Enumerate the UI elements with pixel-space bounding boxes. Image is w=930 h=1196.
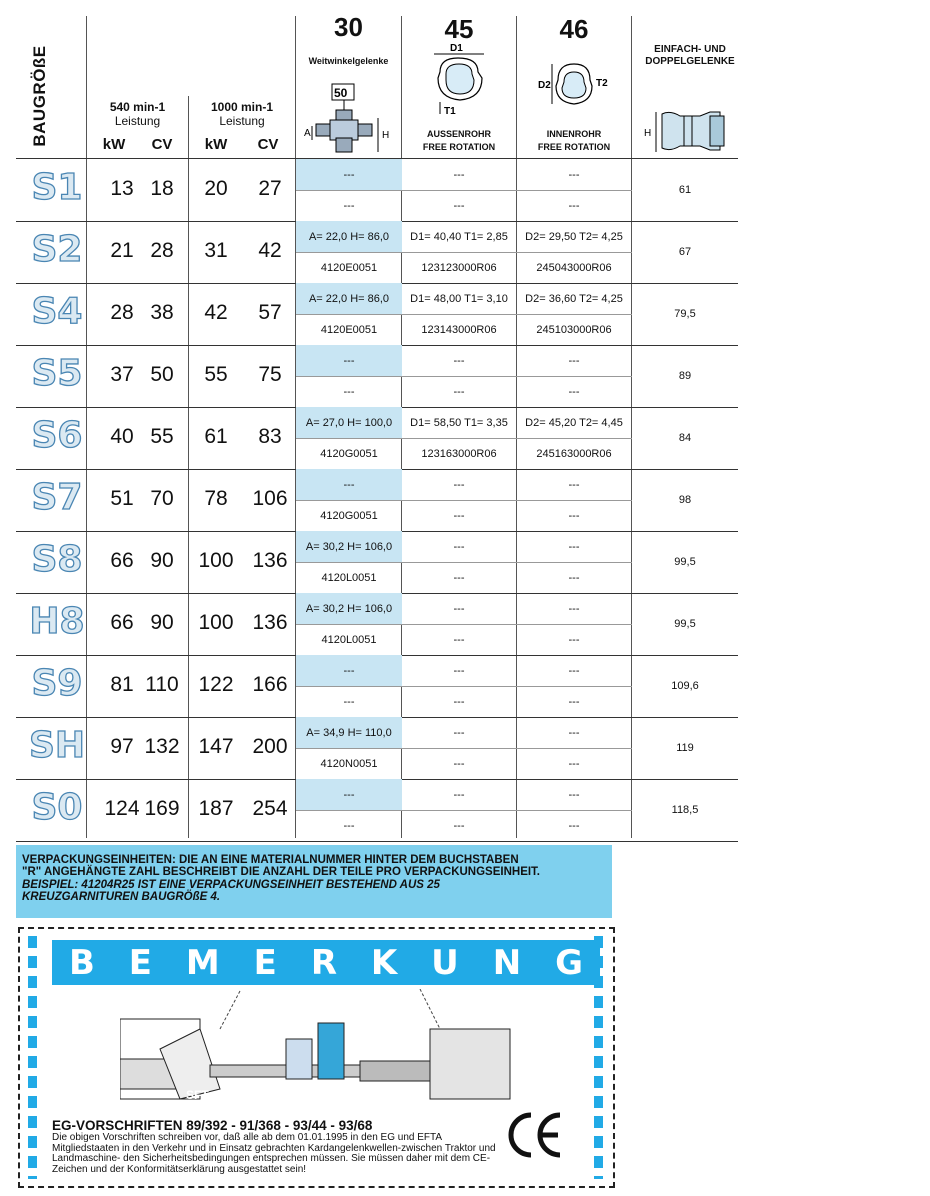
single-joint-value: 61 (678, 184, 692, 196)
kw1000-value: 78 (204, 487, 228, 510)
single-joint-value: 99,5 (674, 556, 696, 568)
outer-tube-profile-icon (420, 42, 500, 120)
joint-yoke-icon (640, 106, 738, 158)
leistung-label: Leistung (114, 114, 161, 128)
row-mid-rule (296, 314, 632, 315)
col30-partno: --- (343, 199, 355, 212)
col30-partno: 4120E0051 (320, 261, 378, 274)
cv1000-value: 42 (258, 239, 282, 262)
single-joint-value: 84 (678, 432, 692, 444)
row-mid-rule (296, 810, 632, 811)
col45-partno: --- (453, 633, 465, 646)
stripe-left (28, 936, 37, 1179)
col30-spec: A= 34,9 H= 110,0 (296, 717, 402, 748)
cv-header: CV (151, 136, 173, 153)
kw1000-value: 100 (198, 549, 234, 572)
bemerkung-letter: E (128, 942, 153, 983)
col46-label1: INNENROHR (546, 129, 602, 139)
baugroesse-header: BAUGRÖßE (30, 45, 49, 147)
kw1000-value: 55 (204, 363, 228, 386)
note-line: VERPACKUNGSEINHEITEN: DIE AN EINE MATERIALNUMMER HINTER DEM BUCHSTABEN (22, 854, 519, 866)
col46-spec: --- (568, 354, 580, 367)
kw1000-value: 100 (198, 611, 234, 634)
col30-partno: 4120E0051 (320, 323, 378, 336)
col46-partno: --- (568, 695, 580, 708)
col46-partno: --- (568, 509, 580, 522)
col45-partno: --- (453, 695, 465, 708)
size-label: S9 (31, 663, 83, 704)
single-joint-value: 67 (678, 246, 692, 258)
col30-partno: 4120L0051 (321, 633, 377, 646)
cv540-value: 18 (150, 177, 174, 200)
col30-partno: --- (343, 695, 355, 708)
size-label: SH (28, 725, 86, 766)
inner-tube-profile-icon (536, 58, 616, 114)
kw540-value: 81 (110, 673, 134, 696)
single-joint-value: 89 (678, 370, 692, 382)
col30-spec: --- (296, 655, 402, 686)
col45-spec: --- (453, 602, 465, 615)
col30-spec: A= 22,0 H= 86,0 (296, 283, 402, 314)
cv540-value: 110 (145, 673, 179, 696)
col46-partno: --- (568, 385, 580, 398)
col45-partno: --- (453, 385, 465, 398)
col30-number: 30 (334, 12, 363, 42)
col46-partno: --- (568, 633, 580, 646)
kw540-value: 21 (110, 239, 134, 262)
col45-partno: 123143000R06 (421, 323, 497, 336)
driveshaft-illustration (120, 989, 520, 1109)
col46-spec: D2= 29,50 T2= 4,25 (525, 230, 623, 243)
col30-partno: --- (343, 385, 355, 398)
kw1000-value: 61 (204, 425, 228, 448)
col46-spec: --- (568, 540, 580, 553)
kw540-value: 124 (104, 797, 140, 820)
col30-spec: --- (296, 159, 402, 190)
col45-spec: D1= 40,40 T1= 2,85 (410, 230, 508, 243)
cv540-value: 55 (150, 425, 174, 448)
kw540-value: 97 (110, 735, 134, 758)
col30-spec: A= 22,0 H= 86,0 (296, 221, 402, 252)
col46-spec: --- (568, 602, 580, 615)
size-label: H8 (29, 601, 85, 642)
kw1000-value: 42 (204, 301, 228, 324)
col45-number: 45 (444, 14, 474, 44)
cv1000-value: 200 (252, 735, 288, 758)
col30-h: H (382, 130, 390, 141)
size-label: S4 (31, 291, 83, 332)
col46-d: D2 (538, 80, 551, 91)
eg-text: Die obigen Vorschriften schreiben vor, daß alle ab dem 01.01.1995 in den EG und EFTA Mitgliedstaaten in den Verkehr und in Einsatz gebrachten Kardangelenkwellen-zwischen Traktor und Landmaschine- den Sicherheitsbedingungen entsprechen müssen. Sie müssen daher mit dem CE-Zeichen und der Konformitätserklärung ausgestattet sein! (52, 1132, 496, 1175)
cv540-value: 132 (144, 735, 180, 758)
bemerkung-letter: R (310, 942, 337, 983)
col30-spec: A= 30,2 H= 106,0 (296, 593, 402, 624)
sft-logo: SFT (186, 1088, 209, 1102)
col45-partno: 123123000R06 (421, 261, 497, 274)
size-label: S0 (31, 787, 83, 828)
row-rule (16, 841, 738, 842)
row-mid-rule (296, 562, 632, 563)
col45-spec: --- (453, 168, 465, 181)
col46-partno: 245163000R06 (536, 447, 612, 460)
col45-spec: --- (453, 726, 465, 739)
packaging-note (16, 845, 612, 918)
size-label: S5 (31, 353, 83, 394)
col45-spec: --- (453, 540, 465, 553)
col45-label2: FREE ROTATION (422, 142, 496, 152)
col46-spec: --- (568, 478, 580, 491)
kw1000-value: 122 (198, 673, 234, 696)
col46-t: T2 (596, 78, 608, 89)
col30-spec: A= 27,0 H= 100,0 (296, 407, 402, 438)
row-mid-rule (296, 252, 632, 253)
bemerkung-letter: N (492, 942, 522, 983)
kw1000-value: 147 (198, 735, 234, 758)
col45-partno: --- (453, 509, 465, 522)
cv1000-value: 57 (258, 301, 282, 324)
col45-partno: --- (453, 199, 465, 212)
col45-d: D1 (450, 43, 463, 54)
single-joint-value: 119 (676, 742, 694, 754)
col45-partno: --- (453, 571, 465, 584)
col30-badge: 50 (334, 86, 348, 100)
row-mid-rule (296, 190, 632, 191)
col46-spec: --- (568, 168, 580, 181)
note-line: "R" ANGEHÄNGTE ZAHL BESCHREIBT DIE ANZAHL DER TEILE PRO VERPACKUNGSEINHEIT. (22, 866, 541, 878)
col46-partno: 245043000R06 (536, 261, 612, 274)
kw1000-value: 20 (204, 177, 228, 200)
col46-partno: 245103000R06 (536, 323, 612, 336)
cv1000-value: 27 (258, 177, 282, 200)
kw540-value: 28 (110, 301, 134, 324)
cv1000-value: 106 (252, 487, 288, 510)
cv540-value: 70 (150, 487, 174, 510)
col46-partno: --- (568, 819, 580, 832)
kw540-value: 51 (110, 487, 134, 510)
size-label: S2 (31, 229, 83, 270)
cv540-value: 90 (150, 549, 174, 572)
size-label: S8 (31, 539, 83, 580)
col30-partno: 4120N0051 (320, 757, 378, 770)
col30-label: Weitwinkelgelenke (308, 56, 389, 66)
power540-label: 540 min-1 (109, 100, 166, 114)
single-joint-value: 99,5 (674, 618, 696, 630)
cv1000-value: 136 (252, 611, 288, 634)
cv1000-value: 75 (258, 363, 282, 386)
cv1000-value: 254 (252, 797, 288, 820)
col46-spec: --- (568, 788, 580, 801)
cv1000-value: 136 (252, 549, 288, 572)
cv540-value: 169 (144, 797, 180, 820)
note-line: KREUZGARNITUREN BAUGRÖßE 4. (22, 891, 221, 903)
kw540-value: 40 (110, 425, 134, 448)
col45-t: T1 (444, 106, 456, 117)
col45-label1: AUSSENROHR (426, 129, 491, 139)
kw540-value: 66 (110, 549, 134, 572)
col46-label2: FREE ROTATION (537, 142, 611, 152)
size-label: S7 (31, 477, 83, 518)
cv1000-value: 83 (258, 425, 282, 448)
colE-label2: DOPPELGELENKE (645, 56, 735, 67)
kw540-value: 13 (110, 177, 134, 200)
cv540-value: 50 (150, 363, 174, 386)
col30-spec: --- (296, 469, 402, 500)
cv540-value: 90 (150, 611, 174, 634)
col45-spec: D1= 48,00 T1= 3,10 (410, 292, 508, 305)
eg-title: EG-VORSCHRIFTEN 89/392 - 91/368 - 93/44 - 93/68 (52, 1118, 373, 1133)
kw540-value: 66 (110, 611, 134, 634)
col30-partno: 4120G0051 (320, 509, 378, 522)
leistung-label: Leistung (219, 114, 265, 128)
cv540-value: 38 (150, 301, 174, 324)
wide-angle-joint-icon (300, 82, 398, 156)
col45-spec: --- (453, 664, 465, 677)
col30-partno: --- (343, 819, 355, 832)
bemerkung-title (52, 940, 600, 985)
col30-spec: A= 30,2 H= 106,0 (296, 531, 402, 562)
col46-spec: D2= 36,60 T2= 4,25 (525, 292, 623, 305)
kw540-value: 37 (110, 363, 134, 386)
colE-label1: EINFACH- UND (654, 44, 726, 55)
bemerkung-letter: B (68, 942, 95, 983)
col45-spec: D1= 58,50 T1= 3,35 (410, 416, 508, 429)
single-joint-value: 79,5 (674, 308, 696, 320)
col30-spec: --- (296, 345, 402, 376)
col45-spec: --- (453, 788, 465, 801)
kw1000-value: 187 (198, 797, 234, 820)
cv540-value: 28 (150, 239, 174, 262)
bemerkung-letter: M (185, 942, 220, 983)
kw-header: kW (102, 136, 126, 153)
row-mid-rule (296, 624, 632, 625)
power1000-label: 1000 min-1 (210, 100, 274, 114)
col46-spec: --- (568, 726, 580, 739)
col45-partno: --- (453, 819, 465, 832)
kw-header: kW (204, 136, 228, 153)
single-joint-value: 98 (678, 494, 692, 506)
note-line: BEISPIEL: 41204R25 IST EINE VERPACKUNGSEINHEIT BESTEHEND AUS 25 (22, 879, 440, 891)
col45-spec: --- (453, 354, 465, 367)
row-mid-rule (296, 748, 632, 749)
ce-mark (504, 1105, 564, 1165)
row-mid-rule (296, 500, 632, 501)
col46-partno: --- (568, 199, 580, 212)
col30-spec: --- (296, 779, 402, 810)
col30-a: A (304, 128, 311, 139)
row-mid-rule (296, 376, 632, 377)
col46-partno: --- (568, 571, 580, 584)
kw1000-value: 31 (204, 239, 228, 262)
row-mid-rule (296, 438, 632, 439)
bemerkung-letter: U (431, 942, 459, 983)
col46-number: 46 (559, 14, 589, 44)
single-joint-value: 118,5 (671, 804, 699, 816)
bemerkung-letter: K (370, 942, 398, 983)
col45-partno: --- (453, 757, 465, 770)
size-label: S1 (31, 167, 83, 208)
cv1000-value: 166 (252, 673, 288, 696)
col30-partno: 4120L0051 (321, 571, 377, 584)
colE-h: H (644, 128, 652, 139)
bemerkung-letter: G (555, 942, 583, 983)
bemerkung-letter: E (253, 942, 277, 983)
size-label: S6 (31, 415, 83, 456)
single-joint-value: 109,6 (671, 680, 699, 692)
cv-header: CV (257, 136, 279, 153)
col30-partno: 4120G0051 (320, 447, 378, 460)
col46-spec: --- (568, 664, 580, 677)
col46-partno: --- (568, 757, 580, 770)
row-mid-rule (296, 686, 632, 687)
col45-spec: --- (453, 478, 465, 491)
col45-partno: 123163000R06 (421, 447, 497, 460)
col46-spec: D2= 45,20 T2= 4,45 (525, 416, 623, 429)
